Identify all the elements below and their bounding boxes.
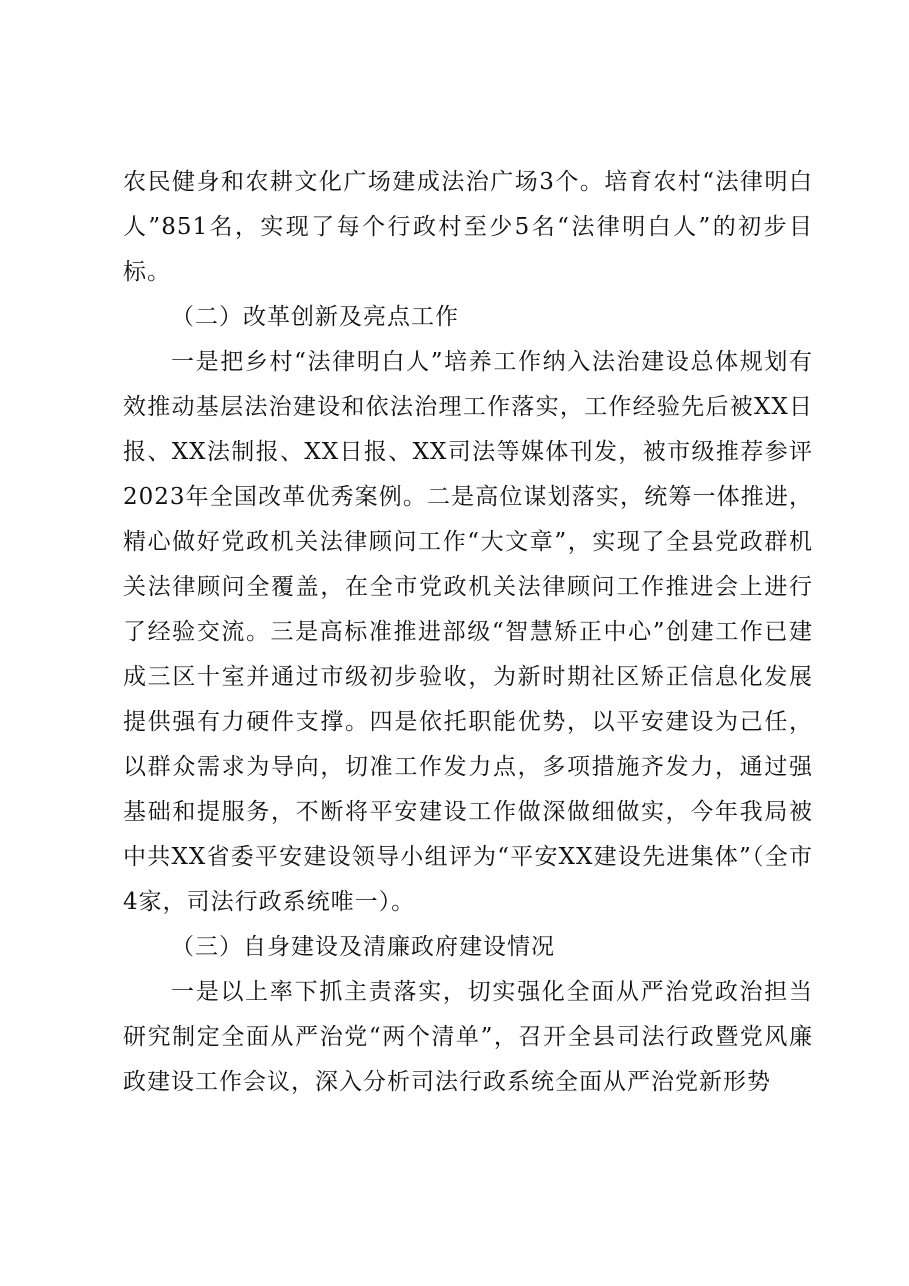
section-heading-self-building: （三）自身建设及清廉政府建设情况 xyxy=(171,934,555,960)
section-heading-reform: （二）改革创新及亮点工作 xyxy=(171,304,459,330)
paragraph-self-building: 一是以上率下抓主责落实，切实强化全面从严治党政治担当研究制定全面从严治党“两个清单”，召开全县司法行政暨党风廉政建设工作会议，深入分析司法行政系统全面从严治党新形势 xyxy=(123,979,813,1095)
paragraph-continuation: 农民健身和农耕文化广场建成法治广场3个。培育农村“法律明白人”851名，实现了每个行政村至少5名“法律明白人”的初步目标。 xyxy=(123,169,813,285)
paragraph-reform-highlights: 一是把乡村“法律明白人”培养工作纳入法治建设总体规划有效推动基层法治建设和依法治理工作落实，工作经验先后被XX日报、XX法制报、XX日报、XX司法等媒体刊发，被市级推荐参评2023年全国改革优秀案例。二是高位谋划落实，统筹一体推进，精心做好党政机关法律顾问工作“大文章”，实现了全县党政群机关法律顾问全覆盖，在全市党政机关法律顾问工作推进会上进行了经验交流。三是高标准推进部级“智慧矫正中心”创建工作已建成三区十室并通过市级初步验收，为新时期社区矫正信息化发展提供强有力硬件支撑。四是依托职能优势，以平安建设为己任，以群众需求为导向，切准工作发力点，多项措施齐发力，通过强基础和提服务，不断将平安建设工作做深做细做实，今年我局被中共XX省委平安建设领导小组评为“平安XX建设先进集体”（全市4家，司法行政系统唯一）。 xyxy=(123,349,813,915)
document-body xyxy=(123,160,813,1105)
